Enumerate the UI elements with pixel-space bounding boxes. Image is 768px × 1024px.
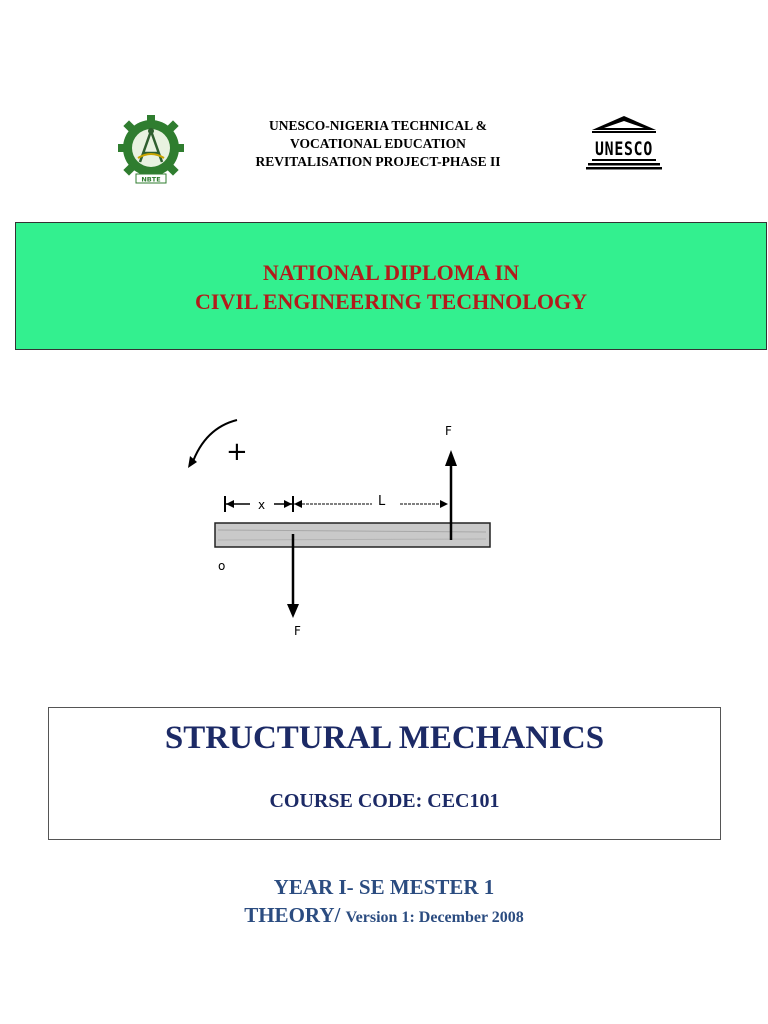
moment-arrowhead (188, 456, 197, 468)
origin-label: o (218, 559, 226, 573)
force-bottom-label: F (294, 624, 301, 638)
unesco-logo-text: UNESCO (595, 138, 653, 160)
footer (0, 873, 768, 932)
banner-line-2: CIVIL ENGINEERING TECHNOLOGY (194, 289, 587, 314)
theory-label: THEORY/ (244, 903, 341, 927)
dim-arrow (226, 500, 234, 508)
dim-arrow (284, 500, 292, 508)
unesco-logo (586, 114, 662, 170)
course-title: STRUCTURAL MECHANICS (164, 720, 605, 756)
diploma-banner (15, 222, 767, 350)
gear-icon (118, 115, 184, 183)
course-box (48, 707, 721, 840)
dim-x-label: x (258, 498, 266, 512)
theory-line (0, 901, 768, 932)
header-line-3: REVITALISATION PROJECT-PHASE II (255, 154, 501, 169)
beam (215, 523, 490, 547)
header-line-2: VOCATIONAL EDUCATION (290, 136, 466, 151)
project-header (220, 117, 536, 171)
course-code: COURSE CODE: CEC101 (269, 790, 500, 812)
header-line-1: UNESCO-NIGERIA TECHNICAL & (268, 118, 488, 133)
nbte-logo-text: NBTE (141, 175, 161, 184)
dim-arrow (440, 500, 448, 508)
version-text: Version 1: December 2008 (345, 909, 524, 926)
dim-arrow (294, 500, 302, 508)
banner-line-1: NATIONAL DIPLOMA IN (262, 260, 520, 285)
force-arrowhead-down (287, 604, 299, 618)
sign-label: + (226, 437, 248, 467)
force-arrowhead-up (445, 450, 457, 466)
year-semester: YEAR I- SE MESTER 1 (273, 875, 495, 899)
dim-l-label: L (378, 494, 386, 509)
force-top-label: F (445, 424, 452, 438)
beam-force-diagram (180, 410, 510, 650)
nbte-logo (116, 114, 186, 186)
